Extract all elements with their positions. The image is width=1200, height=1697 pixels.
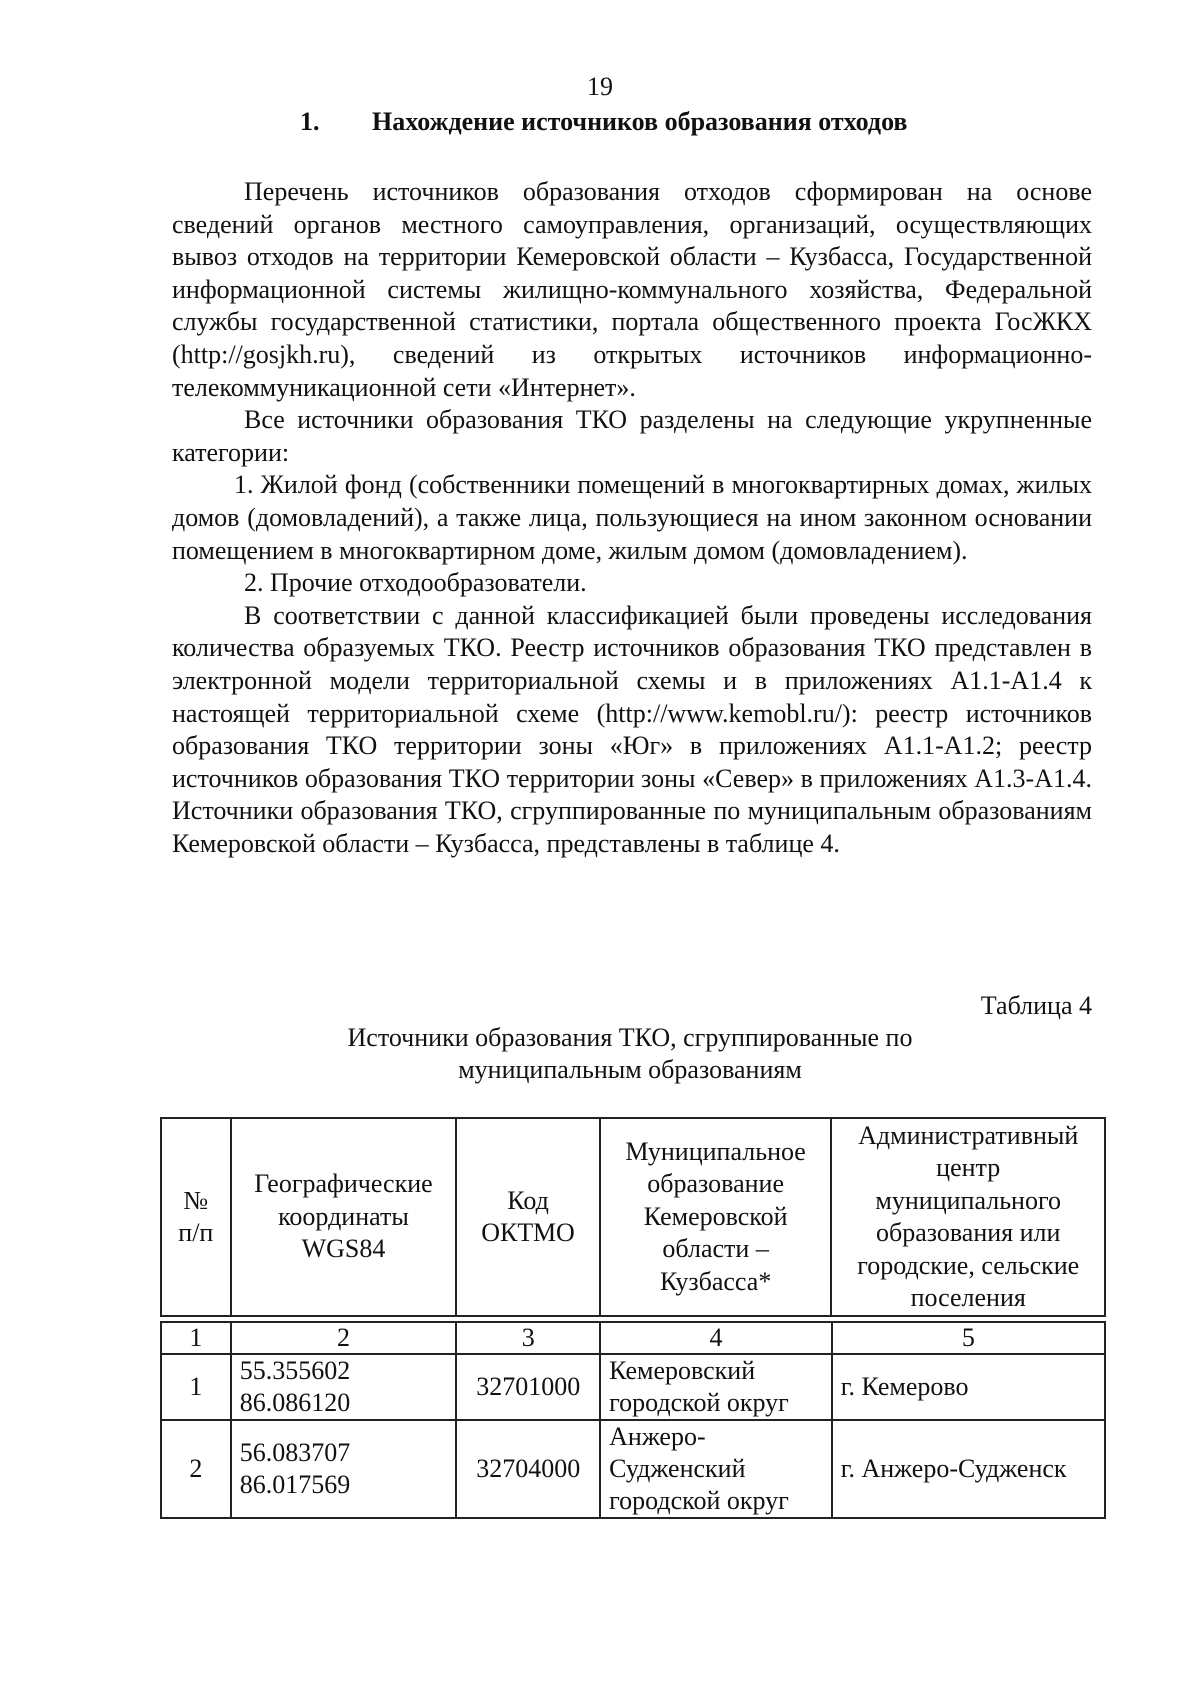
paragraph-registry: В соответствии с данной классификацией были проведены исследования количества образуемых ТКО. Реестр источников образования ТКО представлен в электронной модели территориальной схемы и в приложениях А1.1-А1.4 к настоящей территориальной схеме (http://www.kemobl.ru/): реестр источников образования ТКО территории зоны «Юг» в приложениях А1.1-А1.2; реестр источников образования ТКО территории зоны «Север» в приложениях А1.3-А1.4. Источники образования ТКО, сгруппированные по муниципальным образованиям Кемеровской области – Кузбасса, представлены в таблице 4. xyxy=(172,600,1092,858)
section-number: 1. xyxy=(300,107,320,136)
table-caption-line-1: Источники образования ТКО, сгруппированные по xyxy=(347,1023,913,1052)
row-number: 1 xyxy=(161,1354,231,1420)
coordinates-cell xyxy=(231,1354,456,1420)
latitude: 55.355602 xyxy=(239,1356,351,1385)
table-row xyxy=(161,1354,1105,1420)
column-number: 2 xyxy=(231,1322,456,1354)
list-item-other: 2. Прочие отходообразователи. xyxy=(244,568,587,598)
latitude: 56.083707 xyxy=(239,1438,351,1467)
table-label: Таблица 4 xyxy=(980,991,1092,1020)
oktmo-code: 32701000 xyxy=(456,1354,600,1420)
admin-center: г. Анжеро-Судженск xyxy=(832,1420,1105,1518)
longitude: 86.086120 xyxy=(239,1388,351,1417)
body-text xyxy=(172,176,1092,860)
table-caption-line-2: муниципальным образованиям xyxy=(458,1055,802,1084)
paragraph-sources: Перечень источников образования отходов сформирован на основе сведений органов местного самоуправления, организаций, осуществляющих вывоз отходов на территории Кемеровской области – Кузбасса, Государственной информационной системы жилищно-коммунального хозяйства, Федеральной службы государственной статистики, портала общественного проекта ГосЖКХ (http://gosjkh.ru), сведений из открытых источников информационно-телекоммуникационной сети «Интернет». xyxy=(172,177,1092,402)
header-cell-municipality: Муниципальное образование Кемеровской области – Кузбасса* xyxy=(600,1118,832,1316)
longitude: 86.017569 xyxy=(239,1470,351,1499)
column-number: 5 xyxy=(832,1322,1105,1354)
municipality-name: Кемеровский городской округ xyxy=(600,1354,832,1420)
table-header xyxy=(160,1117,1106,1317)
column-number: 1 xyxy=(161,1322,231,1354)
list-item-housing: 1. Жилой фонд (собственники помещений в многоквартирных домах, жилых домов (домовладений), а также лица, пользующиеся на ином законном основании помещением в многоквартирном доме, жилым домом (домовладением). xyxy=(172,470,1092,565)
municipality-name: Анжеро-Судженский городской округ xyxy=(600,1420,832,1518)
header-cell-coordinates: Географические координаты WGS84 xyxy=(231,1118,457,1316)
page-number: 19 xyxy=(587,72,613,101)
paragraph-categories: Все источники образования ТКО разделены на следующие укрупненные категории: xyxy=(172,405,1092,467)
row-number: 2 xyxy=(161,1420,231,1518)
header-cell-admin-center: Административный центр муниципального образования или городские, сельские поселения xyxy=(831,1118,1105,1316)
header-cell-oktmo: Код ОКТМО xyxy=(456,1118,600,1316)
column-number: 3 xyxy=(456,1322,600,1354)
section-heading xyxy=(300,106,1000,138)
column-number-row xyxy=(161,1322,1105,1354)
table-row xyxy=(161,1420,1105,1518)
oktmo-code: 32704000 xyxy=(456,1420,600,1518)
section-title: Нахождение источников образования отходов xyxy=(372,107,908,136)
column-number: 4 xyxy=(600,1322,832,1354)
admin-center: г. Кемерово xyxy=(832,1354,1105,1420)
coordinates-cell xyxy=(231,1420,456,1518)
table-caption xyxy=(240,1022,1020,1086)
table-body xyxy=(160,1321,1106,1519)
header-cell-number: № п/п xyxy=(161,1118,231,1316)
